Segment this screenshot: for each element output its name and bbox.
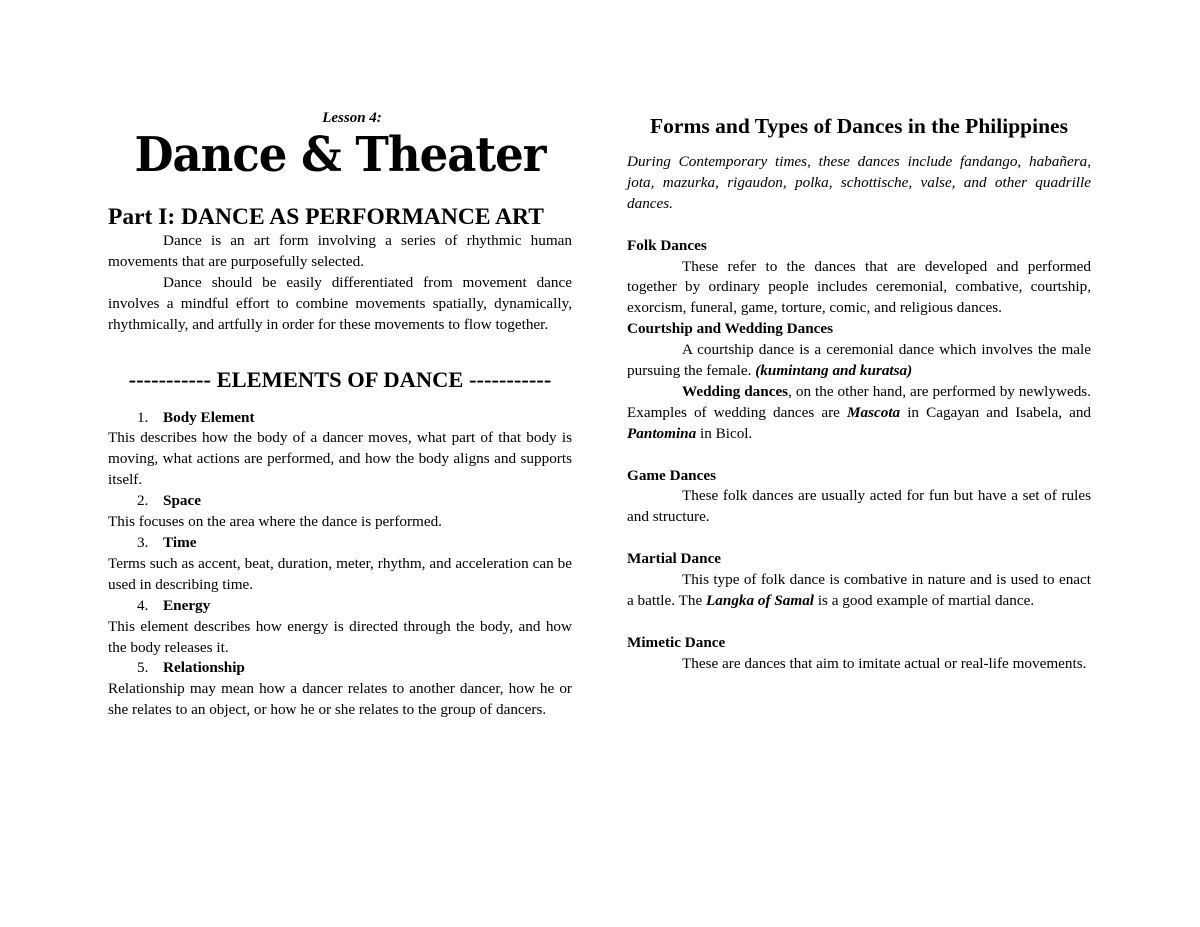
item-number: 4. [137,596,149,614]
courtship-heading: Courtship and Wedding Dances [627,320,834,338]
part-heading: Part I: DANCE AS PERFORMANCE ART [108,204,544,230]
item-description: Terms such as accent, beat, duration, meter, rhythm, and acceleration can be used in describing time. [108,554,572,593]
martial-dance-text: This type of folk dance is combative in nature and is used to enact a battle. The Langka of Samal is a good example of martial dance. [627,571,1091,609]
lesson-label: Lesson 4: [322,110,382,126]
list-item [108,658,572,721]
mascota-example: Mascota [846,403,901,421]
intro-paragraph-2: Dance should be easily differentiated from movement dance involves a mindful effort to combine movements spatially, dynamically, rhythmically, and artfully in order for these movements to flow together. [108,273,572,333]
game-dances-heading: Game Dances [627,466,716,484]
martial-dance-heading: Martial Dance [627,550,722,568]
item-description: This focuses on the area where the dance is performed. [108,513,442,531]
list-item [108,491,572,533]
martial-example: Langka of Samal [706,591,815,609]
list-item [108,533,572,596]
item-name: Body Element [163,408,255,426]
mimetic-dance-heading: Mimetic Dance [627,633,726,651]
courtship-examples: (kumintang and kuratsa) [755,362,913,380]
item-number: 1. [137,408,149,426]
item-description: This describes how the body of a dancer moves, what part of that body is moving, what actions are performed, and how the body aligns and supports itself. [108,429,572,489]
mimetic-dance-text: These are dances that aim to imitate actual or real-life movements. [682,654,1087,672]
list-item [108,596,572,659]
item-name: Energy [163,596,211,614]
wedding-text: Wedding dances, on the other hand, are performed by newlyweds. Examples of wedding dances are Mascota in Cagayan and Isabela, and Pantomina in Bicol. [627,382,1092,442]
elements-list [108,408,572,722]
elements-heading: ----------- ELEMENTS OF DANCE ----------- [128,366,552,392]
intro-paragraph-1: Dance is an art form involving a series of rhythmic human movements that are purposefully selected. [108,232,572,270]
left-column [108,108,572,721]
item-description: Relationship may mean how a dancer relates to another dancer, how he or she relates to an object, or how he or she relates to the group of dancers. [108,680,572,719]
item-number: 2. [137,492,149,510]
item-name: Relationship [163,659,245,677]
folk-dances-text: These refer to the dances that are developed and performed together by ordinary people includes ceremonial, combative, courtship, exorcism, funeral, game, torture, comic, and religious dances. [627,257,1091,317]
pantomina-example: Pantomina [627,424,697,442]
wedding-label: Wedding dances [682,382,789,400]
lesson-title: Dance & Theater [134,126,546,183]
courtship-text: A courtship dance is a ceremonial dance which involves the male pursuing the female. (kumintang and kuratsa) [627,341,1091,380]
right-column [627,108,1091,675]
item-number: 3. [137,533,149,551]
section-title: Forms and Types of Dances in the Philippines [650,114,1068,138]
folk-dances-heading: Folk Dances [627,236,707,254]
item-name: Space [163,492,201,510]
contemporary-intro: During Contemporary times, these dances include fandango, habañera, jota, mazurka, rigaudon, polka, schottische, valse, and other quadrille dances. [627,153,1091,212]
item-description: This element describes how energy is directed through the body, and how the body releases it. [108,617,572,656]
item-number: 5. [137,659,149,677]
game-dances-text: These folk dances are usually acted for fun but have a set of rules and structure. [627,487,1091,526]
list-item [108,408,572,492]
item-name: Time [163,533,197,551]
